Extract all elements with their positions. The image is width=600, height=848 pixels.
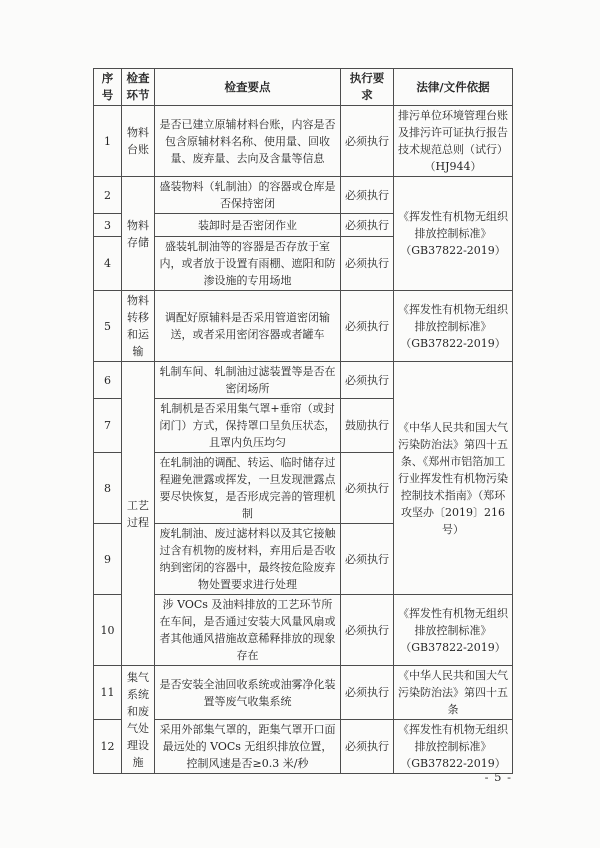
cell-requirement: 必须执行 [341,720,394,774]
table-row [94,106,513,177]
table-header-row [94,69,513,106]
cell-stage: 集气系统和废气处理设施 [122,666,155,774]
table-row [94,666,513,720]
cell-point: 在轧制油的调配、转运、临时储存过程避免泄露或挥发，一旦发现泄露点要尽快恢复，是否形成完善的管理机制 [155,453,341,524]
cell-stage: 工艺过程 [122,362,155,666]
col-header-serial-no: 序号 [94,69,122,106]
cell-legal-basis: 《挥发性有机物无组织排放控制标准》（GB37822-2019） [394,595,513,666]
cell-stage: 物料台账 [122,106,155,177]
cell-serial-no: 11 [94,666,122,720]
inspection-checklist-table [93,68,513,774]
cell-requirement: 必须执行 [341,362,394,399]
cell-requirement: 必须执行 [341,666,394,720]
cell-point: 废轧制油、废过滤材料以及其它接触过含有机物的废材料，弃用后是否收纳到密闭的容器中，最终按危险废弃物处置要求进行处理 [155,524,341,595]
cell-point: 轧制机是否采用集气罩+垂帘（或封闭门）方式，保持罩口呈负压状态，且罩内负压均匀 [155,399,341,453]
page-number: - 5 - [484,770,512,784]
col-header-legal-basis: 法律/文件依据 [394,69,513,106]
table-row [94,177,513,214]
cell-point: 调配好原辅料是否采用管道密闭输送，或者采用密闭容器或者罐车 [155,291,341,362]
cell-point: 是否安装全油回收系统或油雾净化装置等废气收集系统 [155,666,341,720]
cell-point: 盛装物料（轧制油）的容器或仓库是否保持密闭 [155,177,341,214]
table-row [94,362,513,399]
cell-legal-basis: 《中华人民共和国大气污染防治法》第四十五条、《郑州市铝箔加工行业挥发性有机物污染控制技术指南》（郑环攻坚办〔2019〕216 号） [394,362,513,595]
cell-serial-no: 5 [94,291,122,362]
table-row [94,595,513,666]
cell-serial-no: 10 [94,595,122,666]
cell-point: 采用外部集气罩的，距集气罩开口面最远处的 VOCs 无组织排放位置，控制风速是否≥0.3 米/秒 [155,720,341,774]
cell-stage: 物料存储 [122,177,155,291]
cell-legal-basis: 《中华人民共和国大气污染防治法》第四十五条 [394,666,513,720]
cell-serial-no: 12 [94,720,122,774]
cell-serial-no: 8 [94,453,122,524]
cell-serial-no: 6 [94,362,122,399]
cell-requirement: 必须执行 [341,177,394,214]
cell-legal-basis: 《挥发性有机物无组织排放控制标准》（GB37822-2019） [394,177,513,291]
cell-point: 装卸时是否密闭作业 [155,214,341,237]
cell-requirement: 必须执行 [341,214,394,237]
cell-point: 轧制车间、轧制油过滤装置等是否在密闭场所 [155,362,341,399]
cell-serial-no: 1 [94,106,122,177]
cell-legal-basis: 《挥发性有机物无组织排放控制标准》（GB37822-2019） [394,720,513,774]
table-row [94,720,513,774]
col-header-requirement: 执行要求 [341,69,394,106]
cell-requirement: 必须执行 [341,595,394,666]
cell-requirement: 鼓励执行 [341,399,394,453]
cell-point: 盛装轧制油等的容器是否存放于室内，或者放于设置有雨棚、遮阳和防渗设施的专用场地 [155,237,341,291]
col-header-stage: 检查环节 [122,69,155,106]
cell-requirement: 必须执行 [341,106,394,177]
cell-legal-basis: 《挥发性有机物无组织排放控制标准》（GB37822-2019） [394,291,513,362]
col-header-point: 检查要点 [155,69,341,106]
cell-point: 是否已建立原辅材料台账，内容是否包含原辅材料名称、使用量、回收量、废弃量、去向及含量等信息 [155,106,341,177]
cell-serial-no: 4 [94,237,122,291]
cell-serial-no: 3 [94,214,122,237]
cell-requirement: 必须执行 [341,237,394,291]
cell-legal-basis: 排污单位环境管理台账及排污许可证执行报告技术规范总则（试行）（HJ944） [394,106,513,177]
cell-serial-no: 7 [94,399,122,453]
table-row [94,291,513,362]
cell-stage: 物料转移和运输 [122,291,155,362]
cell-serial-no: 2 [94,177,122,214]
cell-point: 涉 VOCs 及油料排放的工艺环节所在车间，是否通过安装大风量风扇或者其他通风措施故意稀释排放的现象存在 [155,595,341,666]
cell-requirement: 必须执行 [341,453,394,524]
cell-serial-no: 9 [94,524,122,595]
cell-requirement: 必须执行 [341,291,394,362]
cell-requirement: 必须执行 [341,524,394,595]
